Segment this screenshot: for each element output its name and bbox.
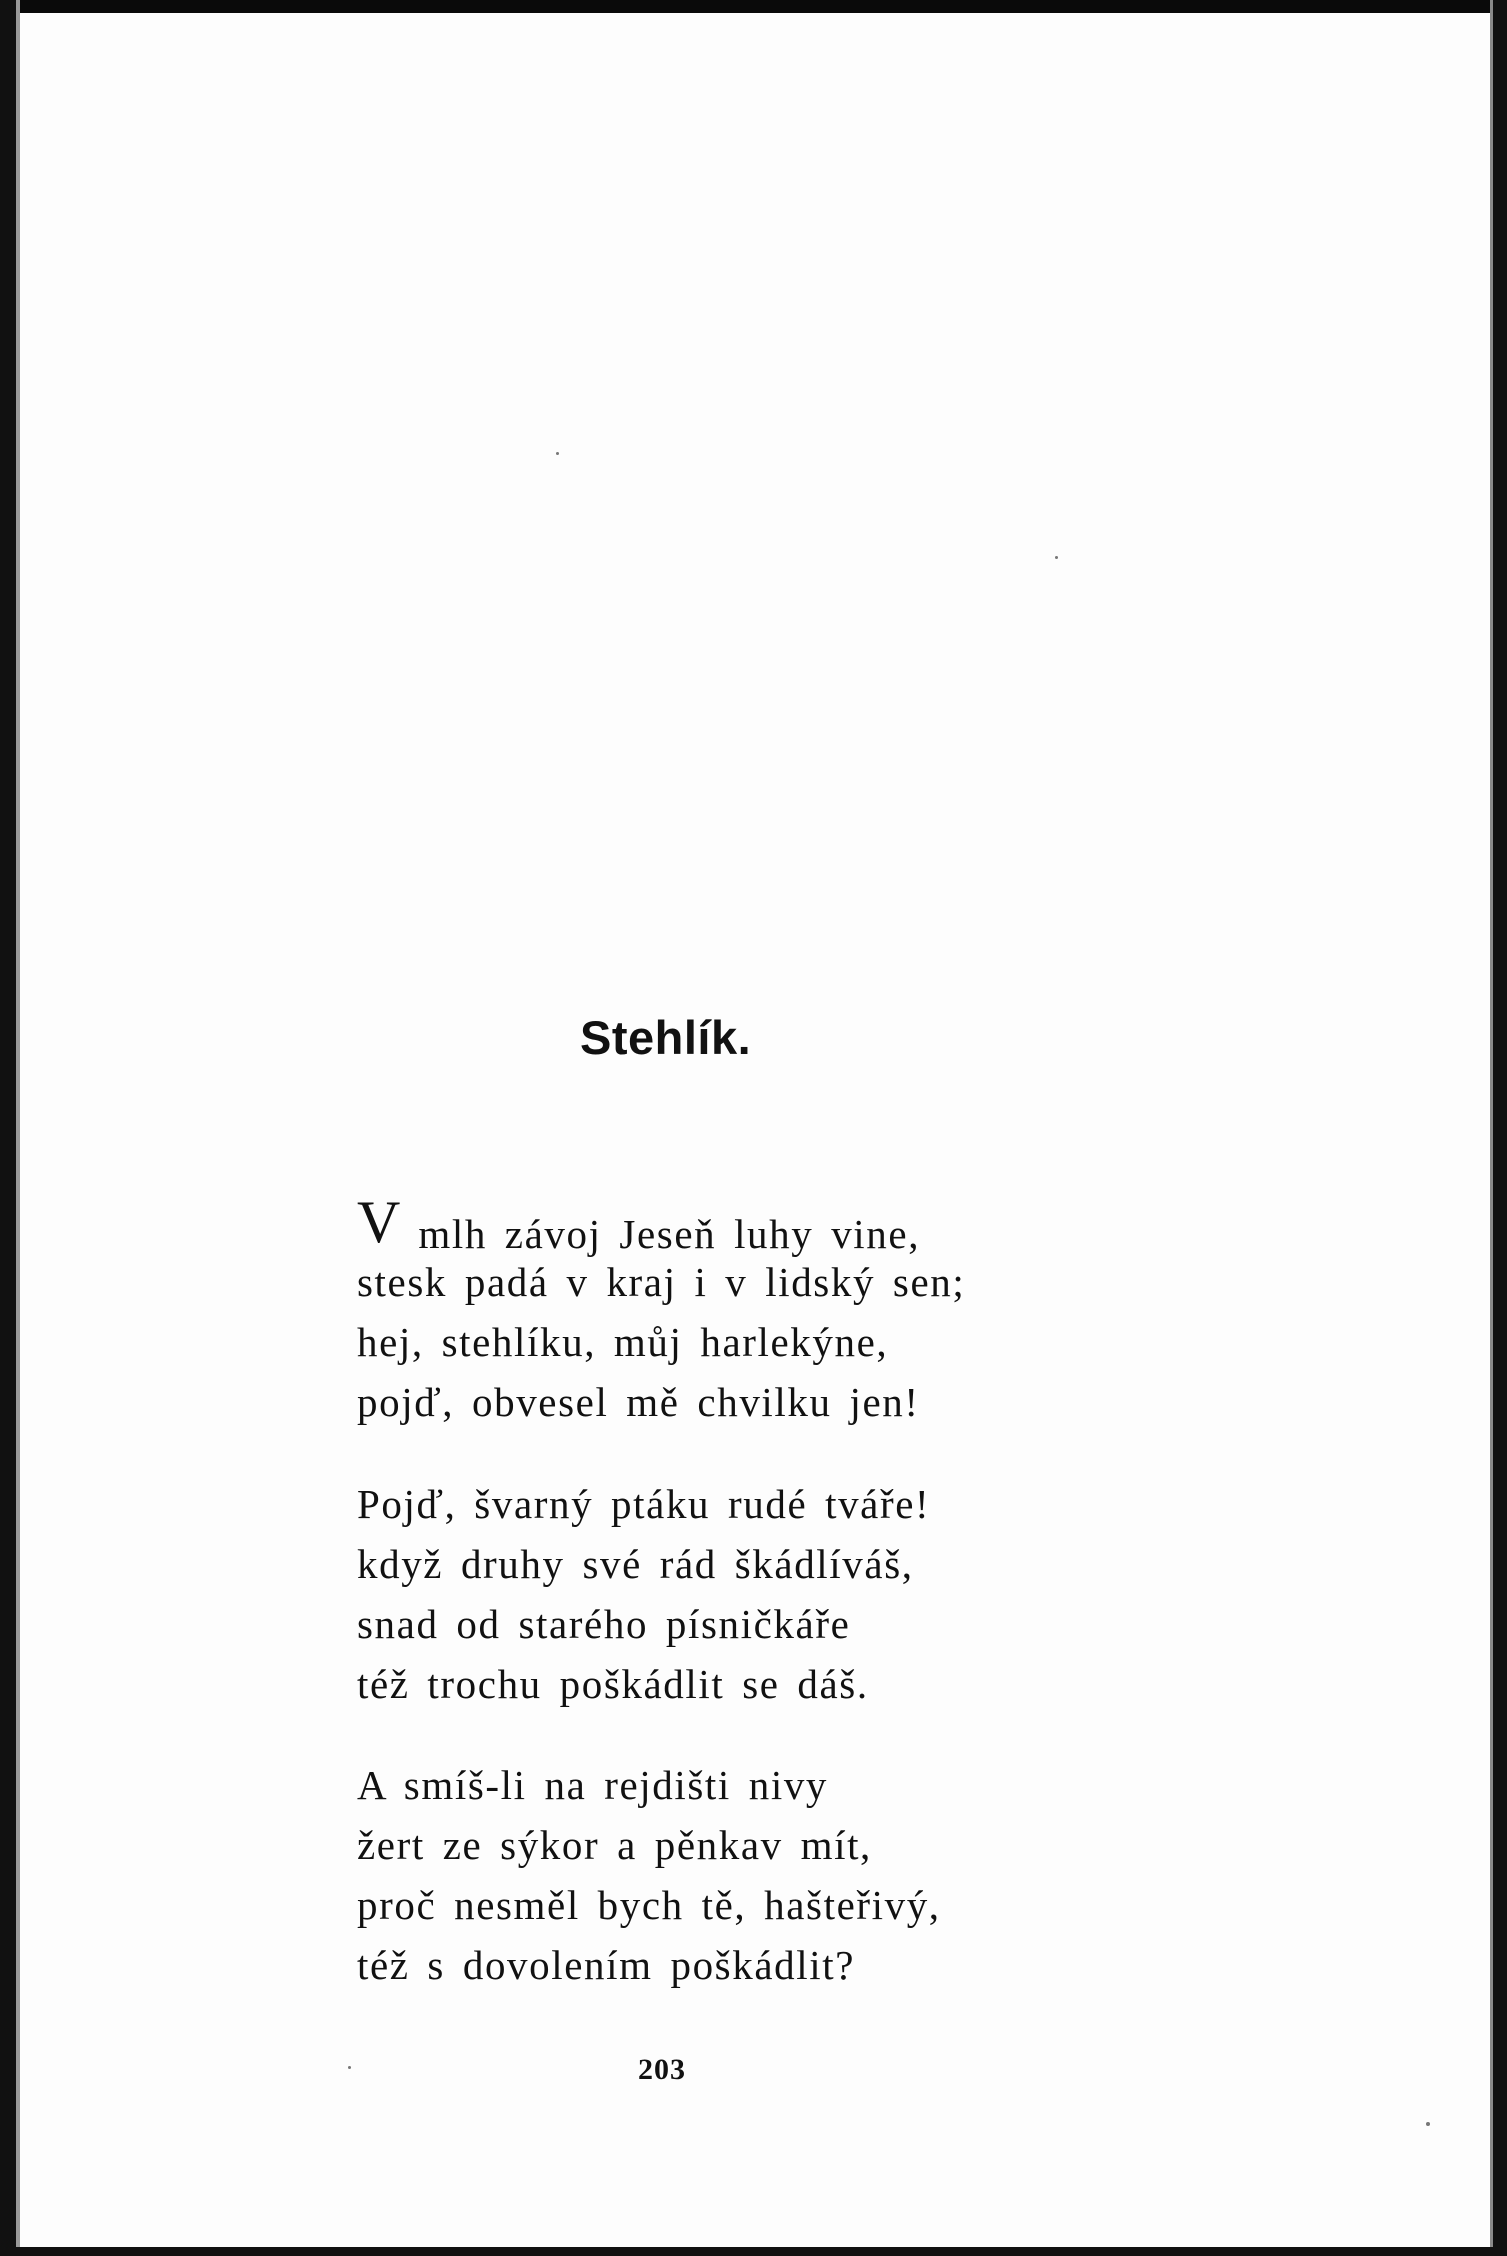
verse-line: stesk padá v kraj i v lidský sen; (357, 1259, 966, 1305)
verse-line: též s dovolením poškádlit? (357, 1942, 855, 1988)
poem-stanza-3 (357, 1755, 941, 1995)
verse-line: pojď, obvesel mě chvilku jen! (357, 1379, 920, 1425)
scan-border-right-shadow (1490, 0, 1493, 2256)
poem-stanza-1 (357, 1189, 966, 1432)
verse-line: proč nesměl bych tě, hašteřivý, (357, 1882, 941, 1928)
verse-line: když druhy své rád škádlíváš, (357, 1541, 914, 1587)
verse-text: mlh závoj Jeseň luhy vine, (418, 1211, 921, 1257)
scan-border-bottom (0, 2247, 1507, 2256)
paper-speck (348, 2066, 351, 2069)
poem-title: Stehlík. (580, 1011, 752, 1064)
verse-line: žert ze sýkor a pěnkav mít, (357, 1822, 872, 1868)
drop-cap: V (357, 1189, 401, 1255)
page-number: 203 (638, 2053, 686, 2086)
poem-stanza-2 (357, 1474, 930, 1714)
scan-border-left (0, 0, 16, 2256)
verse-line: Pojď, švarný ptáku rudé tváře! (357, 1481, 931, 1527)
paper-speck (1055, 556, 1058, 559)
verse-line: A smíš-li na rejdišti nivy (357, 1762, 829, 1808)
scan-border-top (0, 0, 1507, 13)
scan-border-right (1493, 0, 1507, 2256)
verse-line (357, 1189, 965, 1257)
paper-speck (556, 452, 559, 455)
verse-line: hej, stehlíku, můj harlekýne, (357, 1319, 889, 1365)
scan-border-left-shadow (16, 0, 20, 2256)
verse-line: snad od starého písničkáře (357, 1601, 851, 1647)
paper-speck (1426, 2122, 1430, 2126)
verse-line: též trochu poškádlit se dáš. (357, 1661, 869, 1707)
